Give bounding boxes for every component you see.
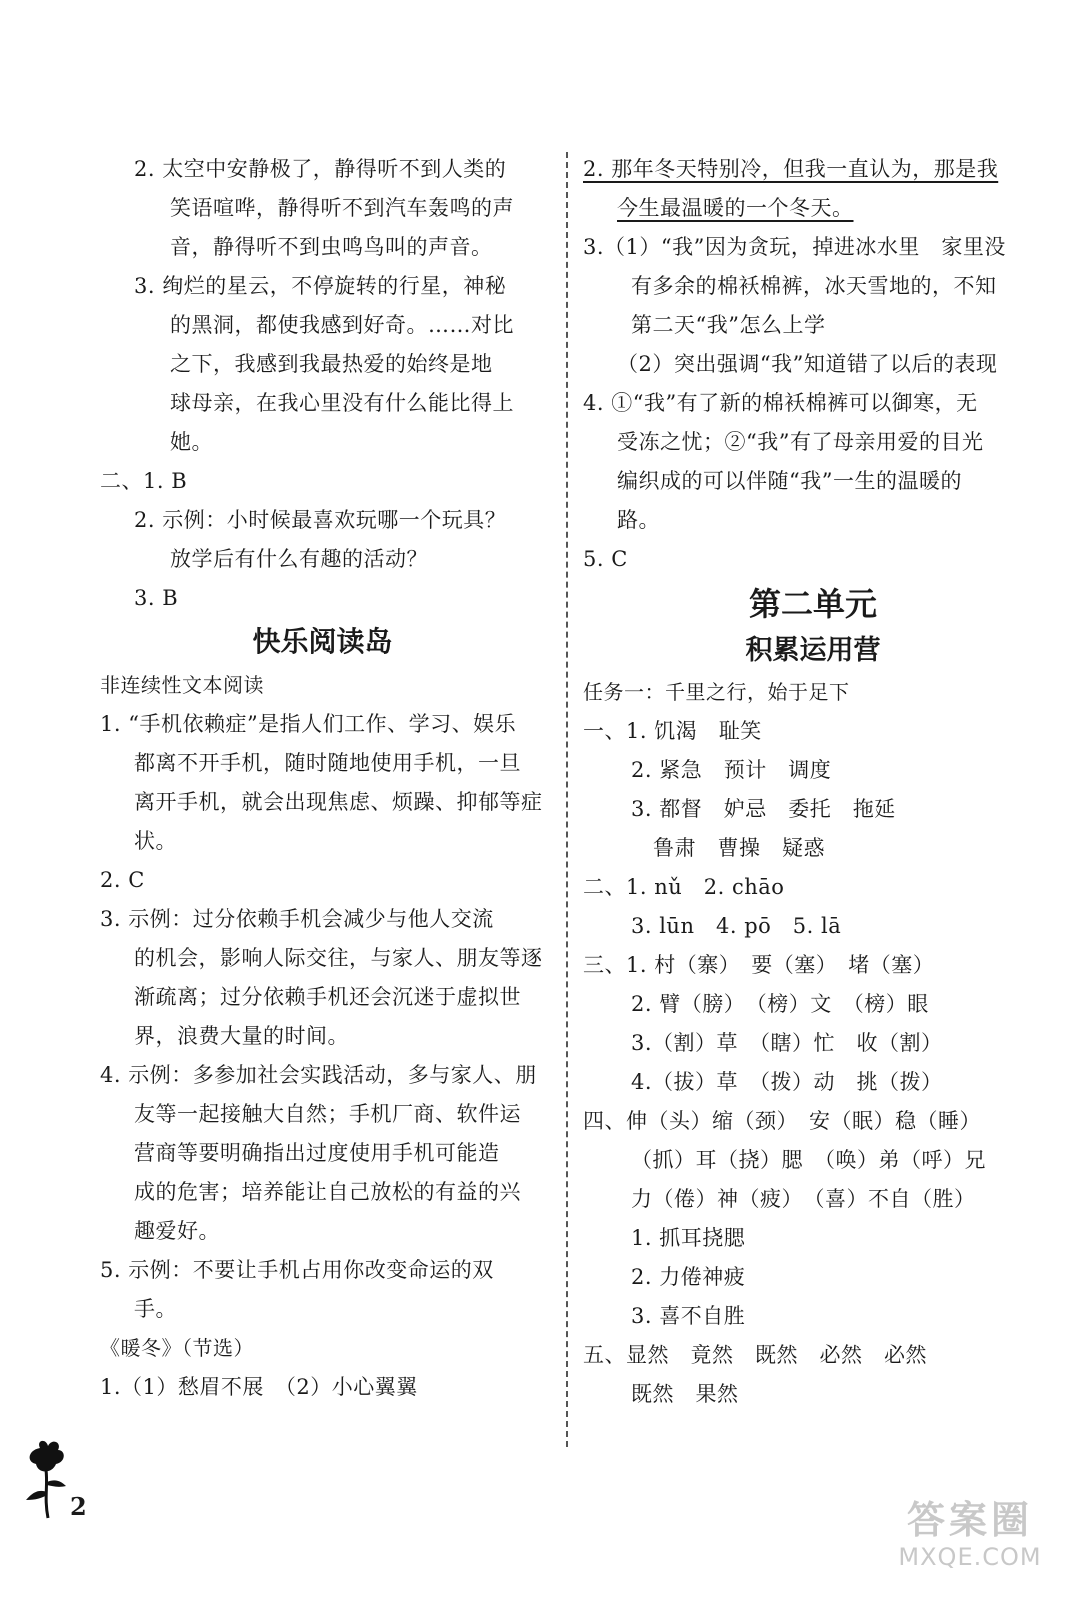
answer-line: 她。: [170, 430, 213, 454]
answer-line: 二、1. nǔ 2. chāo: [583, 875, 785, 899]
answer-line: 今生最温暖的一个冬天。: [617, 196, 854, 220]
answer-line: 3.（1）“我”因为贪玩，掉进冰水里 家里没: [583, 235, 1006, 259]
answer-line: 受冻之忧；②“我”有了母亲用爱的目光: [617, 430, 984, 454]
column-divider: [566, 152, 568, 1447]
answer-line: 三、1. 村（寨） 要（塞） 堵（塞）: [583, 953, 935, 977]
answer-line: 3. 示例：过分依赖手机会减少与他人交流: [100, 907, 494, 931]
answer-line: 非连续性文本阅读: [100, 673, 264, 697]
section-heading: 积累运用营: [745, 635, 881, 666]
answer-line: 界，浪费大量的时间。: [134, 1024, 349, 1048]
right-column: [583, 150, 1043, 1414]
answer-line: 1. “手机依赖症”是指人们工作、学习、娱乐: [100, 712, 517, 736]
answer-line: 3.（割）草 （瞎）忙 收（割）: [631, 1031, 943, 1055]
answer-line: 1.（1）愁眉不展 （2）小心翼翼: [100, 1375, 418, 1399]
answer-line: 路。: [617, 508, 660, 532]
answer-line: 友等一起接触大自然；手机厂商、软件运: [134, 1102, 521, 1126]
watermark-logo-text: 答案圈: [906, 1498, 1033, 1542]
answer-line: 的黑洞，都使我感到好奇。……对比: [170, 313, 514, 337]
answer-line: 1. 抓耳挠腮: [631, 1226, 746, 1250]
answer-line: 营商等要明确指出过度使用手机可能造: [134, 1141, 500, 1165]
answer-line: 2. 太空中安静极了，静得听不到人类的: [134, 157, 507, 181]
watermark-url: MXQE.COM: [898, 1543, 1042, 1571]
answer-line: 放学后有什么有趣的活动？: [170, 547, 428, 571]
answer-line: 《暖冬》（节选）: [100, 1336, 254, 1360]
answer-line: 4. ①“我”有了新的棉袄棉裤可以御寒，无: [583, 391, 978, 415]
answer-line: 2. 示例：小时候最喜欢玩哪一个玩具？: [134, 508, 507, 532]
answer-line: 5. C: [583, 547, 628, 571]
answer-line: 二、1. B: [100, 469, 188, 493]
answer-line: 3. B: [134, 586, 179, 610]
answer-line: 笑语喧哗，静得听不到汽车轰鸣的声: [170, 196, 514, 220]
answer-line: 2. 那年冬天特别冷，但我一直认为，那是我: [583, 157, 999, 181]
answer-line: 渐疏离；过分依赖手机还会沉迷于虚拟世: [134, 985, 521, 1009]
answer-line: 2. 紧急 预计 调度: [631, 758, 832, 782]
watermark: [875, 1498, 1065, 1588]
answer-line: 四、伸（头）缩（颈） 安（眠）稳（睡）: [583, 1109, 981, 1133]
answer-line: 编织成的可以伴随“我”一生的温暖的: [617, 469, 962, 493]
answer-line: 3. lūn 4. pō 5. lā: [631, 914, 842, 938]
answer-line: 5. 示例：不要让手机占用你改变命运的双: [100, 1258, 494, 1282]
answer-line: 成的危害；培养能让自己放松的有益的兴: [134, 1180, 521, 1204]
section-heading: 第二单元: [748, 585, 877, 623]
page-number: 2: [70, 1492, 87, 1521]
left-column: [100, 150, 545, 1407]
answer-line: 的机会，影响人际交往，与家人、朋友等逐: [134, 946, 543, 970]
answer-line: 都离不开手机，随时随地使用手机，一旦: [134, 751, 521, 775]
answer-line: 一、1. 饥渴 耻笑: [583, 719, 762, 743]
answer-line: 五、显然 竟然 既然 必然 必然: [583, 1343, 927, 1367]
answer-line: 3. 喜不自胜: [631, 1304, 746, 1328]
answer-line: 手。: [134, 1297, 177, 1321]
answer-line: 音，静得听不到虫鸣鸟叫的声音。: [170, 235, 493, 259]
answer-line: 第二天“我”怎么上学: [631, 313, 826, 337]
answer-line: 鲁肃 曹操 疑惑: [653, 836, 825, 860]
answer-line: 2. 臂（膀） （榜）文 （榜）眼: [631, 992, 929, 1016]
answer-line: 既然 果然: [631, 1382, 739, 1406]
answer-line: 状。: [134, 829, 177, 853]
section-heading: 快乐阅读岛: [252, 625, 393, 658]
answer-line: 2. 力倦神疲: [631, 1265, 746, 1289]
answer-line: 趣爱好。: [134, 1219, 220, 1243]
answer-line: 之下，我感到我最热爱的始终是地: [170, 352, 493, 376]
answer-line: 4. 示例：多参加社会实践活动，多与家人、朋: [100, 1063, 537, 1087]
answer-line: 3. 都督 妒忌 委托 拖延: [631, 797, 896, 821]
answer-line: 2. C: [100, 868, 145, 892]
answer-line: 3. 绚烂的星云，不停旋转的行星，神秘: [134, 274, 507, 298]
answer-line: 任务一：千里之行，始于足下: [583, 680, 850, 704]
answer-line: （抓）耳（挠）腮 （唤）弟（呼）兄: [631, 1148, 986, 1172]
answer-line: （2）突出强调“我”知道错了以后的表现: [617, 352, 998, 376]
answer-line: 力（倦）神（疲） （喜）不自（胜）: [631, 1187, 976, 1211]
answer-line: 离开手机，就会出现焦虑、烦躁、抑郁等症: [134, 790, 543, 814]
answer-line: 球母亲，在我心里没有什么能比得上: [170, 391, 514, 415]
answer-line: 4.（拔）草 （拨）动 挑（拨）: [631, 1070, 943, 1094]
answer-line: 有多余的棉袄棉裤，冰天雪地的，不知: [631, 274, 997, 298]
